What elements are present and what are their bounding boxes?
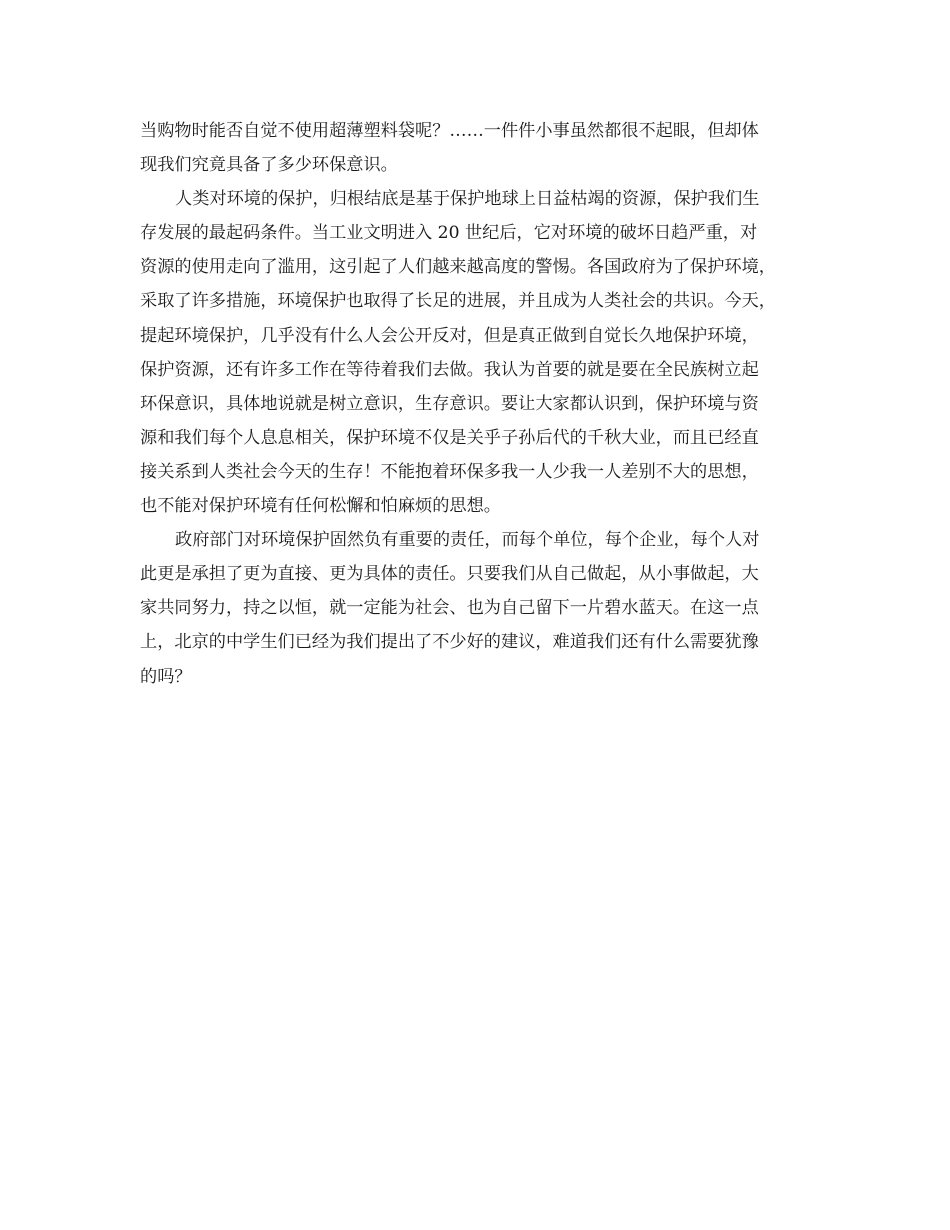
text-line: 的吗？	[140, 666, 192, 687]
text-line: 资源的使用走向了滥用，这引起了人们越来越高度的警惕。各国政府为了保护环境，	[140, 257, 776, 278]
text-line: 存发展的最起码条件。当工业文明进入 20 世纪后，它对环境的破坏日趋严重，对	[140, 223, 758, 244]
text-line: 保护资源，还有许多工作在等待着我们去做。我认为首要的就是要在全民族树立起	[140, 359, 759, 380]
text-line: 当购物时能否自觉不使用超薄塑料袋呢？……一件件小事虽然都很不起眼，但却体	[140, 121, 759, 141]
text-line: 采取了许多措施，环境保护也取得了长足的进展，并且成为人类社会的共识。今天，	[140, 291, 776, 312]
paragraph-start-line: 政府部门对环境保护固然负有重要的责任，而每个单位，每个企业，每个人对	[175, 530, 760, 551]
text-line: 家共同努力，持之以恒，就一定能为社会、也为自己留下一片碧水蓝天。在这一点	[140, 598, 759, 619]
text-line: 接关系到人类社会今天的生存！不能抱着环保多我一人少我一人差别不大的思想，	[140, 461, 759, 482]
text-line: 源和我们每个人息息相关，保护环境不仅是关乎子孙后代的千秋大业，而且已经直	[140, 427, 759, 448]
text-line: 环保意识，具体地说就是树立意识，生存意识。要让大家都认识到，保护环境与资	[140, 393, 759, 414]
text-line: 现我们究竟具备了多少环保意识。	[140, 155, 398, 176]
text-line: 也不能对保护环境有任何松懈和怕麻烦的思想。	[140, 496, 501, 517]
text-line: 提起环境保护，几乎没有什么人会公开反对，但是真正做到自觉长久地保护环境，	[140, 325, 759, 346]
paragraph-start-line: 人类对环境的保护，归根结底是基于保护地球上日益枯竭的资源，保护我们生	[175, 189, 760, 210]
text-line: 上，北京的中学生们已经为我们提出了不少好的建议，难道我们还有什么需要犹豫	[140, 632, 759, 653]
text-line: 此更是承担了更为直接、更为具体的责任。只要我们从自己做起，从小事做起，大	[140, 564, 759, 585]
body-text	[140, 114, 830, 694]
